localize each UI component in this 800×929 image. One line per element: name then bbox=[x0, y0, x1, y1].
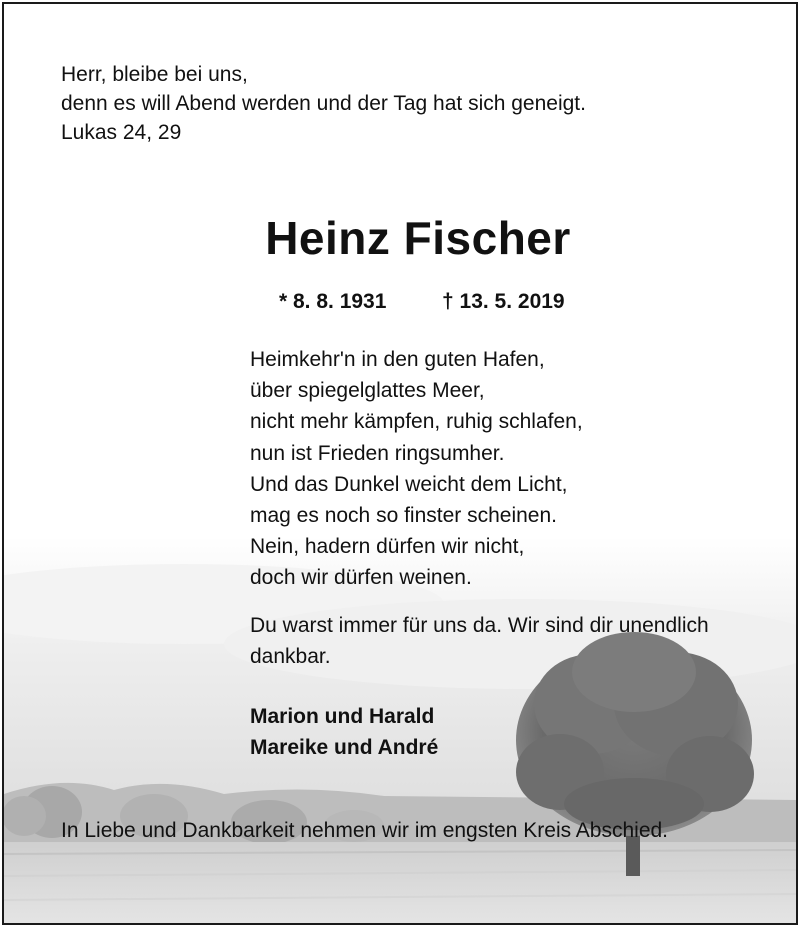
poem-line: doch wir dürfen weinen. bbox=[250, 566, 472, 590]
obituary-notice bbox=[2, 2, 798, 925]
deceased-name: Heinz Fischer bbox=[265, 212, 571, 264]
poem-line: Nein, hadern dürfen wir nicht, bbox=[250, 535, 525, 559]
closing-statement: In Liebe und Dankbarkeit nehmen wir im engsten Kreis Abschied. bbox=[61, 819, 669, 842]
verse-line-2: denn es will Abend werden und der Tag hat sich geneigt. bbox=[61, 92, 586, 115]
birth-date: * 8. 8. 1931 bbox=[279, 290, 387, 313]
poem-line: mag es noch so finster scheinen. bbox=[250, 504, 558, 528]
poem-line: nun ist Frieden ringsumher. bbox=[250, 441, 505, 465]
family-signatures bbox=[250, 701, 438, 763]
poem-line: nicht mehr kämpfen, ruhig schlafen, bbox=[250, 410, 583, 434]
family-name: Mareike und André bbox=[250, 736, 439, 759]
poem-line: Heimkehr'n in den guten Hafen, bbox=[250, 348, 545, 371]
poem-line: Und das Dunkel weicht dem Licht, bbox=[250, 472, 568, 496]
family-name: Marion und Harald bbox=[250, 705, 435, 728]
poem-line: über spiegelglattes Meer, bbox=[250, 379, 485, 403]
verse-reference: Lukas 24, 29 bbox=[61, 121, 182, 144]
thanks-message: Du warst immer für uns da. Wir sind dir unendlich dankbar. bbox=[250, 614, 709, 668]
memorial-poem bbox=[250, 344, 583, 594]
bible-verse bbox=[61, 60, 586, 147]
verse-line-1: Herr, bleibe bei uns, bbox=[61, 63, 248, 86]
death-date: † 13. 5. 2019 bbox=[442, 290, 565, 313]
